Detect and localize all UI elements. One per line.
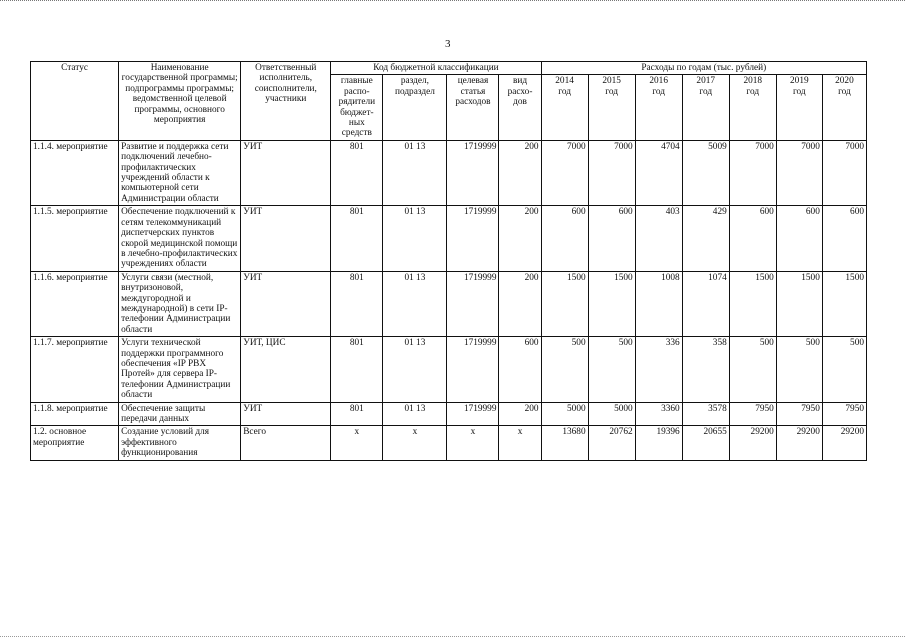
header-section: раздел, подраздел: [383, 75, 447, 140]
row-grbs: 801: [331, 206, 383, 271]
row-status: 1.1.7. мероприятие: [31, 337, 119, 402]
row-vr: 200: [499, 140, 541, 205]
row-value-2019: 29200: [776, 426, 822, 460]
row-vr: 200: [499, 402, 541, 426]
row-value-2016: 336: [635, 337, 682, 402]
row-responsible: УИТ: [241, 206, 331, 271]
row-name: Обеспечение подключений к сетям телекоммуникаций диспетчерских пунктов скорой медицинской помощи в лечебно-профилактических учреждениях области: [119, 206, 241, 271]
row-value-2018: 500: [729, 337, 776, 402]
header-target-article: целевая статья расходов: [447, 75, 499, 140]
row-value-2014: 13680: [541, 426, 588, 460]
header-year-2015: 2015 год: [588, 75, 635, 140]
row-value-2017: 5009: [682, 140, 729, 205]
row-responsible: УИТ: [241, 402, 331, 426]
table-row: [31, 337, 867, 402]
row-article: 1719999: [447, 402, 499, 426]
row-value-2019: 1500: [776, 271, 822, 336]
row-section: 01 13: [383, 206, 447, 271]
page-number: 3: [445, 38, 451, 50]
header-year-2016: 2016 год: [635, 75, 682, 140]
row-article: 1719999: [447, 337, 499, 402]
row-value-2017: 20655: [682, 426, 729, 460]
row-value-2020: 7000: [822, 140, 866, 205]
row-value-2020: 600: [822, 206, 866, 271]
row-grbs: 801: [331, 140, 383, 205]
row-value-2018: 600: [729, 206, 776, 271]
row-value-2016: 403: [635, 206, 682, 271]
row-status: 1.2. основное мероприятие: [31, 426, 119, 460]
header-responsible: Ответственный исполнитель, соисполнители, участники: [241, 62, 331, 141]
row-status: 1.1.6. мероприятие: [31, 271, 119, 336]
row-value-2018: 29200: [729, 426, 776, 460]
row-responsible: Всего: [241, 426, 331, 460]
row-value-2020: 7950: [822, 402, 866, 426]
row-value-2015: 7000: [588, 140, 635, 205]
row-responsible: УИТ: [241, 271, 331, 336]
row-name: Услуги технической поддержки программного обеспечения «IP PBX Протей» для сервера IP- телефонии Администрации области: [119, 337, 241, 402]
row-value-2019: 7000: [776, 140, 822, 205]
row-value-2016: 19396: [635, 426, 682, 460]
row-value-2014: 5000: [541, 402, 588, 426]
row-vr: 600: [499, 337, 541, 402]
row-value-2018: 7000: [729, 140, 776, 205]
row-value-2020: 1500: [822, 271, 866, 336]
row-status: 1.1.8. мероприятие: [31, 402, 119, 426]
row-value-2017: 1074: [682, 271, 729, 336]
header-budget-code: Код бюджетной классификации: [331, 62, 541, 75]
row-value-2015: 5000: [588, 402, 635, 426]
header-expense-type: вид расхо-дов: [499, 75, 541, 140]
header-expenses-by-year: Расходы по годам (тыс. рублей): [541, 62, 866, 75]
row-vr: 200: [499, 206, 541, 271]
row-vr: х: [499, 426, 541, 460]
header-name: Наименование государственной программы; подпрограммы программы; ведомственной целевой программы, основного мероприятия: [119, 62, 241, 141]
table-row: [31, 271, 867, 336]
header-year-2017: 2017 год: [682, 75, 729, 140]
budget-table: [30, 61, 867, 461]
row-section: 01 13: [383, 271, 447, 336]
row-section: х: [383, 426, 447, 460]
row-status: 1.1.5. мероприятие: [31, 206, 119, 271]
row-value-2017: 358: [682, 337, 729, 402]
row-value-2018: 7950: [729, 402, 776, 426]
row-value-2015: 500: [588, 337, 635, 402]
header-year-2018: 2018 год: [729, 75, 776, 140]
table-row: [31, 426, 867, 460]
header-year-2014: 2014 год: [541, 75, 588, 140]
row-section: 01 13: [383, 140, 447, 205]
row-value-2014: 7000: [541, 140, 588, 205]
row-value-2016: 4704: [635, 140, 682, 205]
table-row: [31, 402, 867, 426]
scan-bottom-edge: [0, 636, 905, 638]
header-year-2019: 2019 год: [776, 75, 822, 140]
row-responsible: УИТ, ЦИС: [241, 337, 331, 402]
row-grbs: 801: [331, 337, 383, 402]
row-value-2015: 600: [588, 206, 635, 271]
row-article: 1719999: [447, 140, 499, 205]
header-main-managers: главные распо-рядители бюджет-ных средств: [331, 75, 383, 140]
row-value-2014: 1500: [541, 271, 588, 336]
row-value-2017: 429: [682, 206, 729, 271]
header-status: Статус: [31, 62, 119, 141]
row-value-2018: 1500: [729, 271, 776, 336]
row-name: Развитие и поддержка сети подключений лечебно-профилактических учреждений области к компьютерной сети Администрации области: [119, 140, 241, 205]
row-value-2015: 1500: [588, 271, 635, 336]
row-section: 01 13: [383, 402, 447, 426]
row-vr: 200: [499, 271, 541, 336]
row-value-2016: 3360: [635, 402, 682, 426]
row-responsible: УИТ: [241, 140, 331, 205]
row-value-2020: 500: [822, 337, 866, 402]
table-header: [31, 62, 867, 141]
row-status: 1.1.4. мероприятие: [31, 140, 119, 205]
row-grbs: 801: [331, 402, 383, 426]
scan-top-edge: [0, 0, 905, 2]
row-value-2015: 20762: [588, 426, 635, 460]
row-value-2014: 500: [541, 337, 588, 402]
table-row: [31, 140, 867, 205]
row-name: Создание условий для эффективного функционирования: [119, 426, 241, 460]
row-value-2020: 29200: [822, 426, 866, 460]
row-value-2014: 600: [541, 206, 588, 271]
table-body: [31, 140, 867, 460]
row-article: 1719999: [447, 271, 499, 336]
row-name: Обеспечение защиты передачи данных: [119, 402, 241, 426]
row-value-2019: 7950: [776, 402, 822, 426]
row-section: 01 13: [383, 337, 447, 402]
row-grbs: х: [331, 426, 383, 460]
row-value-2016: 1008: [635, 271, 682, 336]
row-name: Услуги связи (местной, внутризоновой, междугородной и международной) в сети IP-телефонии Администрации области: [119, 271, 241, 336]
row-grbs: 801: [331, 271, 383, 336]
header-year-2020: 2020 год: [822, 75, 866, 140]
row-value-2019: 600: [776, 206, 822, 271]
table-row: [31, 206, 867, 271]
row-article: х: [447, 426, 499, 460]
row-value-2017: 3578: [682, 402, 729, 426]
row-article: 1719999: [447, 206, 499, 271]
row-value-2019: 500: [776, 337, 822, 402]
